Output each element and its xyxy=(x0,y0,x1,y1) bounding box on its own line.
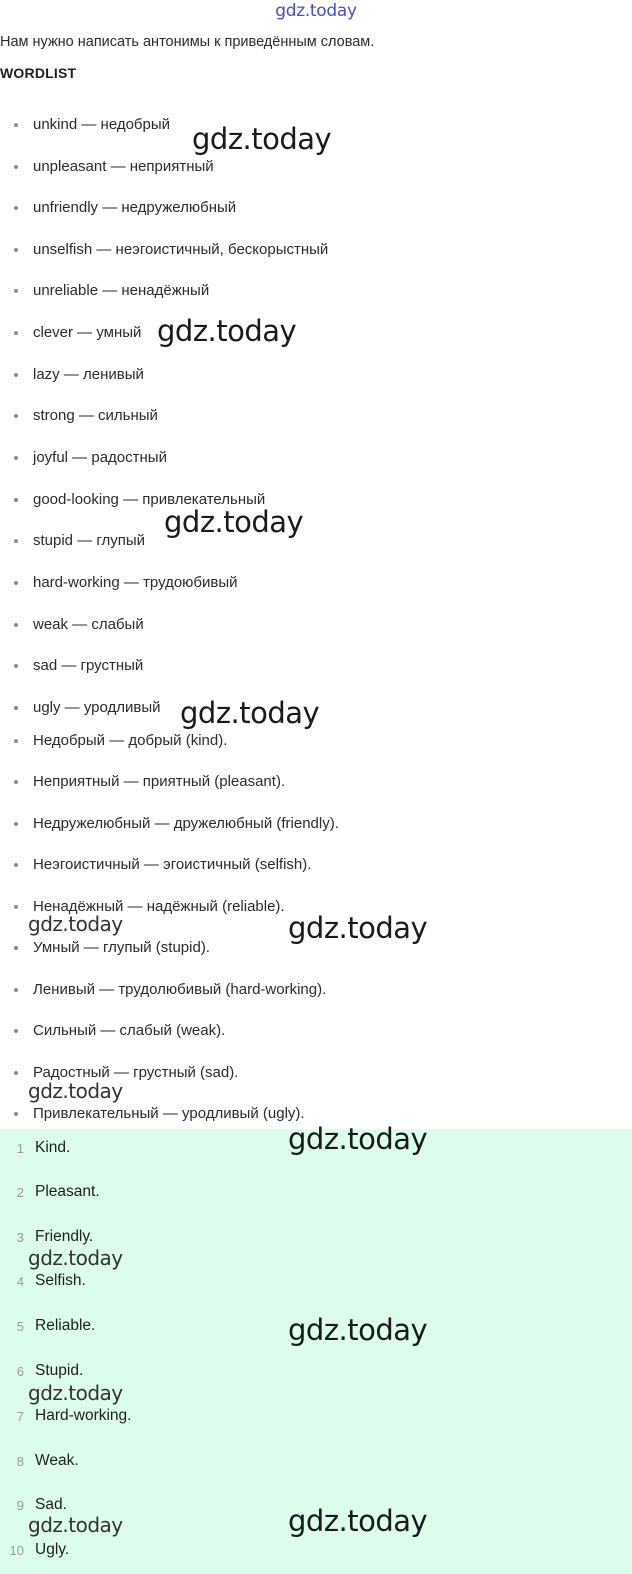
wordlist-item-text: unreliable — ненадёжный xyxy=(33,281,210,299)
wordlist-item xyxy=(14,197,236,217)
bullet-dot-icon xyxy=(14,248,18,252)
bullet-dot-icon xyxy=(14,863,18,867)
watermark: gdz.today xyxy=(28,1079,123,1103)
watermark: gdz.today xyxy=(28,1513,123,1537)
bullet-dot-icon xyxy=(14,581,18,585)
wordlist-item xyxy=(14,530,145,550)
bullet-dot-icon xyxy=(14,780,18,784)
watermark: gdz.today xyxy=(28,1246,123,1270)
answer-row xyxy=(0,1226,93,1248)
answer-number: 6 xyxy=(16,1363,24,1379)
bullet-dot-icon xyxy=(14,206,18,210)
wordlist-item-text: joyful — радостный xyxy=(33,448,167,466)
bullet-dot-icon xyxy=(14,165,18,169)
wordlist-item-text: good-looking — привлекательный xyxy=(33,490,266,508)
wordlist-item-text: unfriendly — недружелюбный xyxy=(33,198,237,216)
antonym-item xyxy=(14,813,339,833)
antonym-item xyxy=(14,1103,305,1123)
wordlist-item xyxy=(14,655,143,675)
antonym-item-text: Неприятный — приятный (pleasant). xyxy=(33,772,286,790)
bullet-dot-icon xyxy=(14,623,18,627)
bullet-dot-icon xyxy=(14,539,18,543)
antonym-item xyxy=(14,730,227,750)
answer-row xyxy=(0,1539,69,1561)
bullet-dot-icon xyxy=(14,905,18,909)
wordlist-item-text: strong — сильный xyxy=(33,406,158,424)
bullet-dot-icon xyxy=(14,123,18,127)
watermark: gdz.today xyxy=(164,505,304,539)
bullet-dot-icon xyxy=(14,289,18,293)
wordlist-item xyxy=(14,156,214,176)
wordlist-item xyxy=(14,697,161,717)
wordlist-item xyxy=(14,239,328,259)
answer-number: 7 xyxy=(16,1408,24,1424)
antonym-item xyxy=(14,937,210,957)
bullet-dot-icon xyxy=(14,1029,18,1033)
answer-number: 10 xyxy=(9,1542,24,1558)
wordlist-item-text: unselfish — неэгоистичный, бескорыстный xyxy=(33,240,329,258)
watermark: gdz.today xyxy=(288,911,428,945)
answer-text: Kind. xyxy=(35,1139,71,1156)
bullet-dot-icon xyxy=(14,664,18,668)
answer-row xyxy=(0,1360,83,1382)
watermark: gdz.today xyxy=(288,1504,428,1538)
bullet-dot-icon xyxy=(14,706,18,710)
antonym-item-text: Радостный — грустный (sad). xyxy=(33,1063,239,1081)
answer-number: 4 xyxy=(16,1273,24,1289)
bullet-dot-icon xyxy=(14,988,18,992)
answer-number: 1 xyxy=(16,1140,24,1156)
antonym-item xyxy=(14,979,326,999)
answer-text: Stupid. xyxy=(35,1362,84,1379)
wordlist-item-text: unkind — недобрый xyxy=(33,115,171,133)
bullet-dot-icon xyxy=(14,822,18,826)
answer-text: Sad. xyxy=(35,1496,67,1513)
bullet-dot-icon xyxy=(14,946,18,950)
answer-row xyxy=(0,1405,131,1427)
antonym-item xyxy=(14,1020,225,1040)
bullet-dot-icon xyxy=(14,373,18,377)
answer-row xyxy=(0,1270,86,1292)
wordlist-item-text: weak — слабый xyxy=(33,615,144,633)
antonym-item-text: Сильный — слабый (weak). xyxy=(33,1021,226,1039)
bullet-dot-icon xyxy=(14,498,18,502)
antonym-item-text: Ненадёжный — надёжный (reliable). xyxy=(33,897,285,915)
bullet-dot-icon xyxy=(14,1112,18,1116)
antonym-item-text: Ленивый — трудолюбивый (hard-working). xyxy=(33,980,327,998)
wordlist-item-text: clever — умный xyxy=(33,323,142,341)
wordlist-item xyxy=(14,322,141,342)
bullet-dot-icon xyxy=(14,414,18,418)
wordlist-item-text: hard-working — трудоюбивый xyxy=(33,573,238,591)
wordlist-item-text: unpleasant — неприятный xyxy=(33,157,214,175)
answer-text: Hard-working. xyxy=(35,1407,132,1424)
watermark: gdz.today xyxy=(28,912,123,936)
wordlist-item-text: sad — грустный xyxy=(33,656,144,674)
watermark: gdz.today xyxy=(180,696,320,730)
wordlist-item xyxy=(14,364,144,384)
bullet-dot-icon xyxy=(14,331,18,335)
wordlist-item xyxy=(14,280,209,300)
answer-row xyxy=(0,1137,70,1159)
answer-number: 5 xyxy=(16,1318,24,1334)
antonym-item-text: Привлекательный — уродливый (ugly). xyxy=(33,1104,305,1122)
antonym-item-text: Умный — глупый (stupid). xyxy=(33,938,210,956)
watermark: gdz.today xyxy=(28,1381,123,1405)
wordlist-item-text: lazy — ленивый xyxy=(33,365,144,383)
watermark: gdz.today xyxy=(288,1313,428,1347)
watermark: gdz.today xyxy=(288,1122,428,1156)
answer-text: Ugly. xyxy=(35,1541,70,1558)
bullet-dot-icon xyxy=(14,1071,18,1075)
watermark: gdz.today xyxy=(192,122,332,156)
wordlist-item-text: ugly — уродливый xyxy=(33,698,161,716)
answer-number: 8 xyxy=(16,1453,24,1469)
antonym-item xyxy=(14,854,311,874)
wordlist-item-text: stupid — глупый xyxy=(33,531,146,549)
bullet-dot-icon xyxy=(14,739,18,743)
answer-row xyxy=(0,1450,79,1472)
antonym-item-text: Неэгоистичный — эгоистичный (selfish). xyxy=(33,855,312,873)
wordlist-item xyxy=(14,405,158,425)
answer-number: 2 xyxy=(16,1184,24,1200)
answer-text: Selfish. xyxy=(35,1272,86,1289)
wordlist-item xyxy=(14,114,170,134)
bullet-dot-icon xyxy=(14,456,18,460)
antonym-item-text: Недружелюбный — дружелюбный (friendly). xyxy=(33,814,339,832)
answer-number: 9 xyxy=(16,1497,24,1513)
answer-text: Pleasant. xyxy=(35,1183,100,1200)
answer-number: 3 xyxy=(16,1229,24,1245)
wordlist-item xyxy=(14,614,144,634)
answer-text: Friendly. xyxy=(35,1228,94,1245)
wordlist-item xyxy=(14,447,167,467)
answer-text: Weak. xyxy=(35,1452,79,1469)
antonym-item-text: Недобрый — добрый (kind). xyxy=(33,731,228,749)
site-logo[interactable]: gdz.today xyxy=(275,1,357,21)
wordlist-item xyxy=(14,572,238,592)
answer-row xyxy=(0,1181,100,1203)
wordlist-title: WORDLIST xyxy=(0,65,77,81)
intro-text: Нам нужно написать антонимы к приведённым словам. xyxy=(0,34,375,50)
watermark: gdz.today xyxy=(157,314,297,348)
antonym-item xyxy=(14,771,285,791)
answer-row xyxy=(0,1315,95,1337)
answer-text: Reliable. xyxy=(35,1317,96,1334)
